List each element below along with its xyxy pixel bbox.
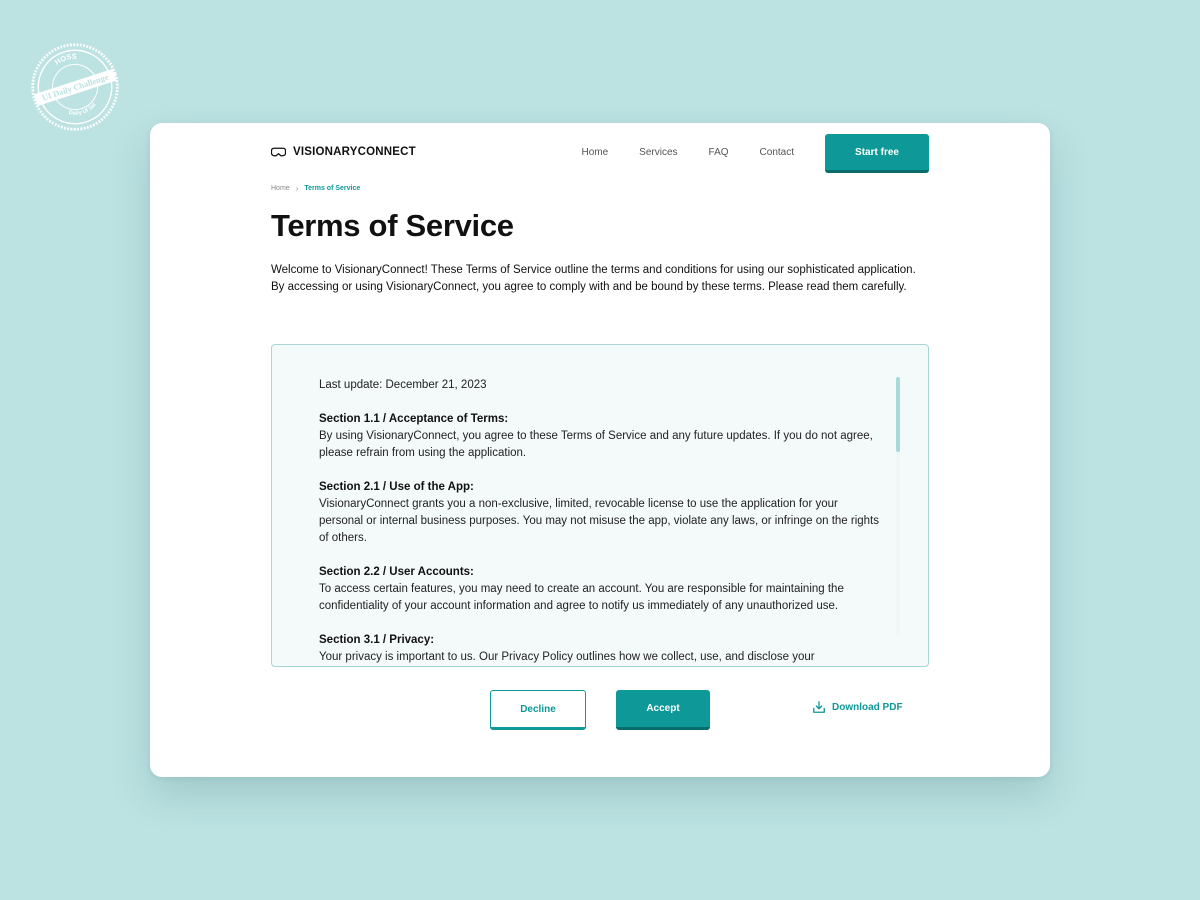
terms-scroll-box[interactable] bbox=[271, 344, 929, 667]
breadcrumb-home[interactable]: Home bbox=[271, 185, 290, 192]
download-pdf-link[interactable] bbox=[812, 700, 903, 714]
terms-content bbox=[319, 377, 884, 667]
brand-name: VISIONARYCONNECT bbox=[293, 146, 416, 158]
svg-text:Daily UI 1st bbox=[67, 101, 100, 120]
download-pdf-label: Download PDF bbox=[832, 701, 903, 713]
section-body: Your privacy is important to us. Our Privacy Policy outlines how we collect, use, and disclose your bbox=[319, 651, 815, 663]
vr-headset-icon bbox=[271, 147, 286, 157]
breadcrumb-current: Terms of Service bbox=[304, 185, 361, 192]
nav-link-services[interactable]: Services bbox=[639, 147, 678, 158]
stamp-main-text: UI Daily Challenge bbox=[40, 71, 110, 103]
decline-button[interactable]: Decline bbox=[490, 690, 586, 730]
chevron-right-icon: › bbox=[295, 184, 299, 193]
terms-section bbox=[319, 411, 884, 462]
main-nav bbox=[581, 147, 794, 158]
download-icon bbox=[812, 700, 826, 714]
section-body: VisionaryConnect grants you a non-exclusive, limited, revocable license to use the application for your personal or internal business purposes. You may not misuse the app, violate any laws, or infringe on the rights of others. bbox=[319, 498, 879, 544]
terms-section bbox=[319, 632, 884, 666]
scrollbar-thumb[interactable] bbox=[896, 377, 900, 452]
page-title: Terms of Service bbox=[271, 208, 514, 243]
terms-section bbox=[319, 479, 884, 547]
intro-text: Welcome to VisionaryConnect! These Terms of Service outline the terms and conditions for using our sophisticated application. By accessing or using VisionaryConnect, you agree to comply with and be bound by these terms. Please read them carefully. bbox=[271, 264, 916, 293]
accept-button[interactable]: Accept bbox=[616, 690, 710, 730]
last-update-text: Last update: December 21, 2023 bbox=[319, 379, 487, 391]
stamp-bottom-text: Daily UI 1st bbox=[68, 102, 98, 117]
section-title: Section 2.1 / Use of the App: bbox=[319, 481, 474, 493]
stamp-top-text: HOSS bbox=[53, 51, 77, 67]
brand-logo[interactable] bbox=[271, 146, 416, 158]
terms-section bbox=[319, 564, 884, 615]
site-header bbox=[271, 134, 929, 174]
challenge-stamp-badge bbox=[16, 28, 134, 146]
section-title: Section 2.2 / User Accounts: bbox=[319, 566, 474, 578]
terms-card bbox=[150, 123, 1050, 777]
stamp-icon bbox=[16, 28, 134, 146]
section-body: By using VisionaryConnect, you agree to these Terms of Service and any future updates. If you do not agree, please refrain from using the application. bbox=[319, 430, 873, 459]
nav-link-home[interactable]: Home bbox=[581, 147, 609, 158]
section-body: To access certain features, you may need to create an account. You are responsible for maintaining the confidentiality of your account information and agree to notify us immediately of any unauthorized use. bbox=[319, 583, 844, 612]
start-free-button[interactable]: Start free bbox=[825, 134, 929, 173]
nav-link-faq[interactable]: FAQ bbox=[708, 147, 729, 158]
section-title: Section 3.1 / Privacy: bbox=[319, 634, 435, 646]
breadcrumb bbox=[271, 184, 360, 193]
nav-link-contact[interactable]: Contact bbox=[759, 147, 794, 158]
section-title: Section 1.1 / Acceptance of Terms: bbox=[319, 413, 509, 425]
